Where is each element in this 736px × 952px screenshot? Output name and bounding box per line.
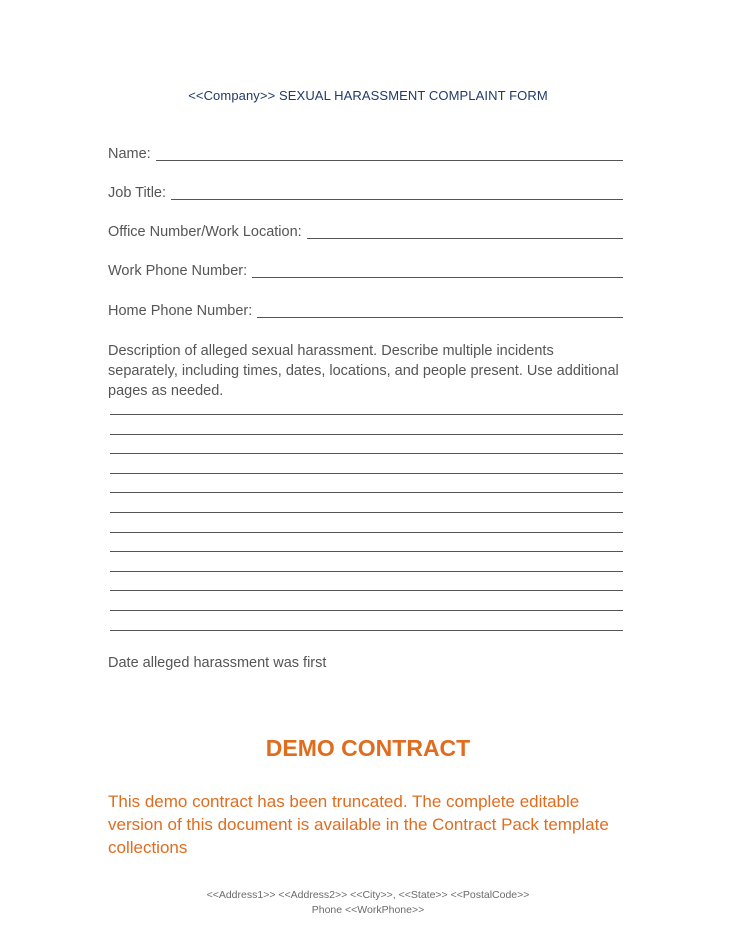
job-title-input-line[interactable] [171,185,623,200]
footer-phone: Phone <<WorkPhone>> [311,904,425,916]
footer-address: <<Address1>> <<Address2>> <<City>>, <<State>> <<PostalCode>> [206,889,530,901]
office-location-field[interactable] [108,221,623,241]
writing-line[interactable] [110,492,623,512]
writing-line[interactable] [110,532,623,552]
name-input-line[interactable] [156,146,623,161]
demo-contract-notice: This demo contract has been truncated. The complete editable version of this document is available in the Contract Pack template collections [108,792,609,857]
writing-line[interactable] [110,473,623,493]
name-field[interactable] [108,143,623,163]
name-label: Name: [108,146,151,162]
page-footer [0,888,736,918]
writing-line[interactable] [110,434,623,454]
work-phone-input-line[interactable] [252,263,623,278]
writing-line[interactable] [110,512,623,532]
writing-line[interactable] [110,590,623,610]
office-location-label: Office Number/Work Location: [108,224,302,240]
job-title-label: Job Title: [108,185,167,201]
writing-line[interactable] [110,630,623,650]
work-phone-label: Work Phone Number: [108,263,248,279]
writing-line[interactable] [110,551,623,571]
writing-line[interactable] [110,571,623,591]
job-title-field[interactable] [108,182,623,202]
description-writing-area[interactable] [110,414,623,649]
page-title: <<Company>> SEXUAL HARASSMENT COMPLAINT FORM [188,88,548,103]
writing-line[interactable] [110,453,623,473]
description-instructions: Description of alleged sexual harassment. Describe multiple incidents separately, including times, dates, locations, and people present. Use additional pages as needed. [108,343,619,399]
home-phone-input-line[interactable] [257,303,623,318]
demo-contract-heading: DEMO CONTRACT [265,735,471,761]
writing-line[interactable] [110,610,623,630]
home-phone-label: Home Phone Number: [108,303,253,319]
home-phone-field[interactable] [108,300,623,320]
office-location-input-line[interactable] [307,224,623,239]
date-first-occurred-prompt: Date alleged harassment was first [108,655,327,671]
writing-line[interactable] [110,414,623,434]
work-phone-field[interactable] [108,260,623,280]
